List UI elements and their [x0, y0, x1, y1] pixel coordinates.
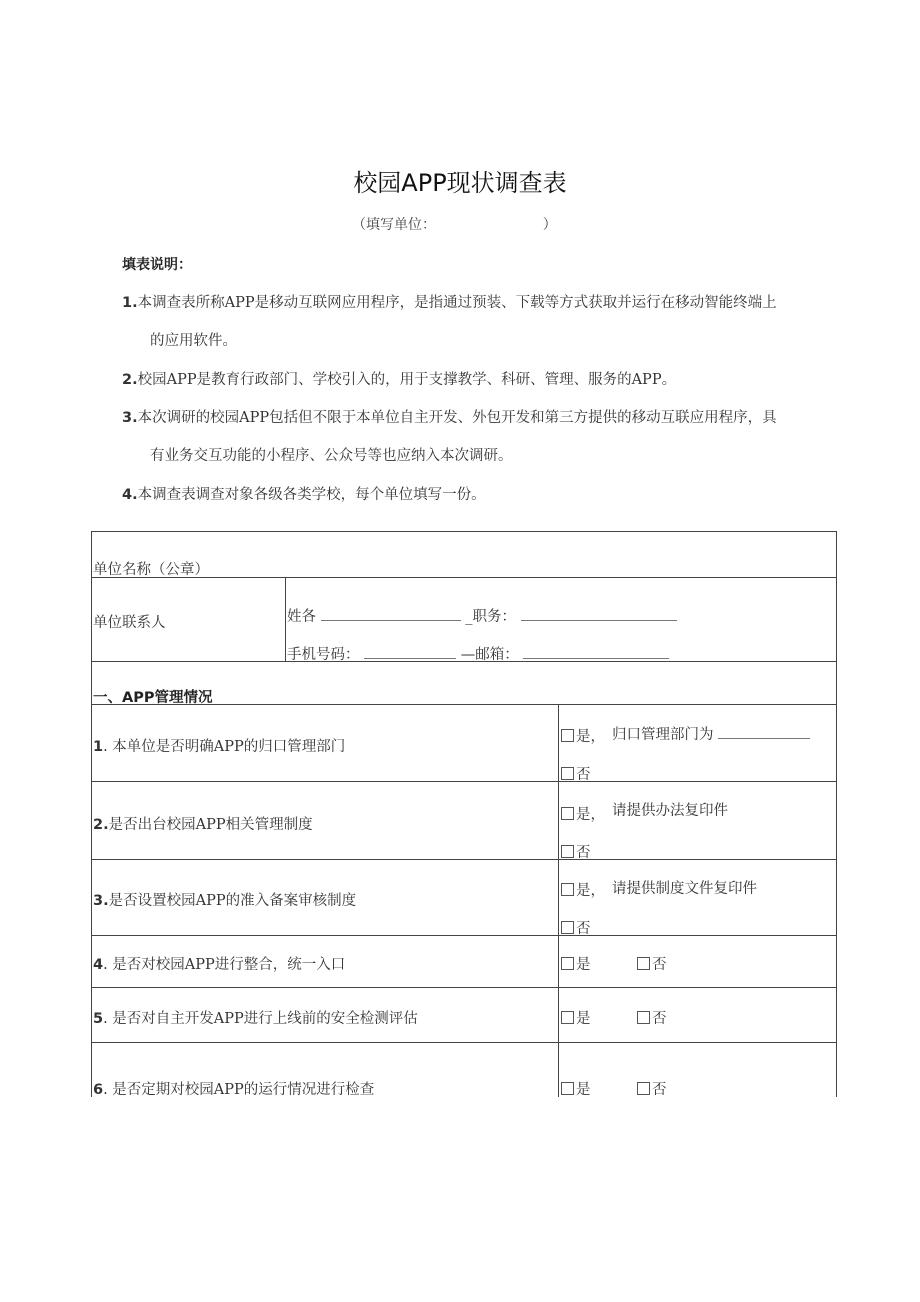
- instruction-text-continued: 有业务交互功能的小程序、公众号等也应纳入本次调研。: [150, 448, 513, 464]
- no-label: 否: [576, 767, 591, 783]
- instruction-item: [122, 483, 486, 504]
- question-text: [93, 1007, 418, 1028]
- no-label: 否: [652, 1011, 667, 1027]
- question-number: 1: [93, 739, 104, 755]
- department-field[interactable]: [718, 726, 810, 739]
- table-border: [91, 987, 837, 988]
- question-number: 2.: [93, 817, 109, 833]
- yes-label: 是，: [576, 807, 605, 823]
- yes-checkbox[interactable]: [561, 1011, 574, 1024]
- instruction-text: 本次调研的校园APP包括但不限于本单位自主开发、外包开发和第三方提供的移动互联应用程序，具: [137, 410, 777, 426]
- answer-no: [637, 1078, 667, 1099]
- question-text: [93, 1078, 374, 1099]
- name-label: 姓各: [287, 609, 316, 625]
- yes-label: 是: [576, 1082, 591, 1098]
- position-label: _职务：: [465, 609, 516, 625]
- table-border: [91, 781, 837, 782]
- yes-checkbox[interactable]: [561, 807, 574, 820]
- email-field[interactable]: [523, 646, 669, 659]
- question-number: 6: [93, 1082, 104, 1098]
- question-label: 是否设置校园APP的准入备案审核制度: [108, 893, 357, 909]
- position-field[interactable]: [521, 608, 677, 621]
- yes-checkbox[interactable]: [561, 883, 574, 896]
- instruction-number: 2.: [122, 372, 138, 388]
- table-border: [285, 577, 286, 661]
- instruction-item: [122, 291, 777, 349]
- no-label: 否: [576, 845, 591, 861]
- yes-checkbox[interactable]: [561, 957, 574, 970]
- table-border: [836, 531, 837, 1097]
- instruction-text-continued: 的应用软件。: [150, 333, 237, 349]
- yes-label: 是: [576, 1011, 591, 1027]
- answer-yes: [561, 1078, 591, 1099]
- answer-no: [637, 1007, 667, 1028]
- yes-checkbox[interactable]: [561, 729, 574, 742]
- answer-yes: [561, 725, 605, 746]
- contact-name-row: [287, 605, 677, 626]
- question-label: . 是否对校园APP进行整合，统一入口: [103, 957, 346, 973]
- no-label: 否: [652, 957, 667, 973]
- question-number: 5: [93, 1011, 104, 1027]
- question-text: [93, 735, 345, 756]
- answer-extra: [612, 723, 810, 744]
- instructions-heading: 填表说明：: [122, 257, 192, 273]
- name-field[interactable]: [321, 608, 461, 621]
- no-checkbox[interactable]: [561, 767, 574, 780]
- no-checkbox[interactable]: [637, 1011, 650, 1024]
- instruction-item: [122, 368, 676, 389]
- table-border: [91, 531, 837, 532]
- contact-label: 单位联系人: [93, 615, 166, 631]
- no-checkbox[interactable]: [561, 921, 574, 934]
- answer-extra: 请提供制度文件复印件: [612, 881, 757, 897]
- no-checkbox[interactable]: [637, 957, 650, 970]
- no-checkbox[interactable]: [637, 1082, 650, 1095]
- table-border: [91, 531, 92, 1097]
- question-label: . 本单位是否明确APP的归口管理部门: [103, 739, 346, 755]
- question-number: 3.: [93, 893, 109, 909]
- answer-no: [561, 763, 591, 784]
- section-title: 一、APP管理情况: [93, 690, 213, 706]
- page-title: 校园APP现状调查表: [353, 169, 567, 197]
- answer-yes: [561, 879, 605, 900]
- no-checkbox[interactable]: [561, 845, 574, 858]
- phone-field[interactable]: [364, 646, 456, 659]
- no-label: 否: [576, 921, 591, 937]
- answer-yes: [561, 1007, 591, 1028]
- answer-yes: [561, 953, 591, 974]
- instruction-number: 1.: [122, 295, 138, 311]
- yes-label: 是，: [576, 729, 605, 745]
- table-border: [558, 704, 559, 1097]
- answer-extra: 请提供办法复印件: [612, 803, 728, 819]
- yes-label: 是: [576, 957, 591, 973]
- yes-checkbox[interactable]: [561, 1082, 574, 1095]
- table-border: [91, 935, 837, 936]
- table-border: [91, 859, 837, 860]
- no-label: 否: [652, 1082, 667, 1098]
- yes-label: 是，: [576, 883, 605, 899]
- email-label: —邮箱：: [460, 647, 519, 663]
- table-border: [91, 1042, 837, 1043]
- question-label: . 是否定期对校园APP的运行情况进行检查: [103, 1082, 375, 1098]
- question-label: . 是否对自主开发APP进行上线前的安全检测评估: [103, 1011, 418, 1027]
- instruction-text: 本调查表调查对象各级各类学校，每个单位填写一份。: [137, 487, 486, 503]
- question-number: 4: [93, 957, 104, 973]
- question-text: [93, 953, 345, 974]
- instruction-text: 校园APP是教育行政部门、学校引入的，用于支撑教学、科研、管理、服务的APP。: [137, 372, 677, 388]
- answer-no: [561, 841, 591, 862]
- question-text: [93, 889, 356, 910]
- answer-no: [561, 917, 591, 938]
- question-text: [93, 813, 313, 834]
- extra-label: 归口管理部门为: [612, 727, 714, 743]
- fill-unit-line: （填写单位： ）: [352, 217, 557, 233]
- contact-phone-row: [287, 643, 669, 664]
- instruction-item: [122, 406, 777, 464]
- unit-name-label: 单位名称（公章）: [93, 562, 209, 578]
- answer-no: [637, 953, 667, 974]
- instruction-text: 本调查表所称APP是移动互联网应用程序，是指通过预装、下载等方式获取并运行在移动智能终端上: [137, 295, 777, 311]
- question-label: 是否出台校园APP相关管理制度: [108, 817, 313, 833]
- instruction-number: 4.: [122, 487, 138, 503]
- phone-label: 手机号码：: [287, 647, 360, 663]
- answer-yes: [561, 803, 605, 824]
- instruction-number: 3.: [122, 410, 138, 426]
